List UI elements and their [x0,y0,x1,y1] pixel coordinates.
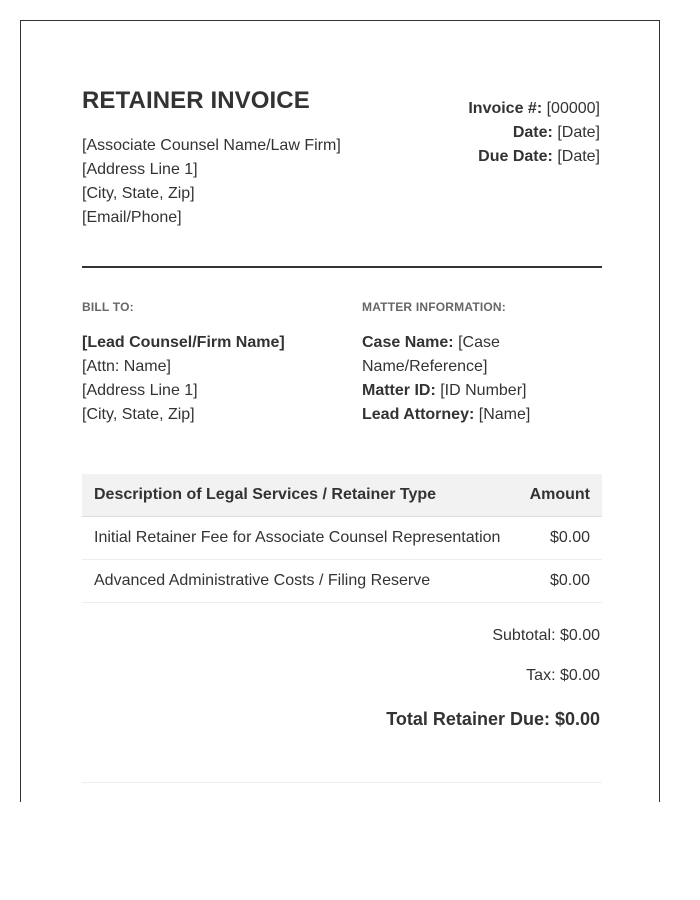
invoice-meta [468,97,600,169]
lead-attorney-label: Lead Attorney: [362,406,475,423]
bill-to-heading: BILL TO: [82,300,134,314]
row-amount: $0.00 [549,529,590,546]
sender-name: [Associate Counsel Name/Law Firm] [82,137,341,154]
sender-contact: [Email/Phone] [82,209,182,226]
case-name-line [362,331,542,379]
description-column-header: Description of Legal Services / Retainer Type [94,486,437,503]
table-row [82,560,602,603]
invoice-date-line [468,121,600,145]
client-attn: [Attn: Name] [82,358,171,375]
table-row [82,517,602,560]
case-name-label: Case Name: [362,334,454,351]
row-amount: $0.00 [549,572,590,589]
row-description: Initial Retainer Fee for Associate Counsel Representation [94,529,501,546]
subtotal: Subtotal: $0.00 [492,627,600,644]
sender-address: [Address Line 1] [82,161,198,178]
sender-city: [City, State, Zip] [82,185,195,202]
bill-to-block [82,331,285,427]
table-header-row [82,474,602,517]
services-table [82,474,602,603]
client-name: [Lead Counsel/Firm Name] [82,334,285,351]
matter-id-label: Matter ID: [362,382,436,399]
invoice-title: RETAINER INVOICE [82,87,310,114]
footer-divider [82,782,602,783]
invoice-number-label: Invoice #: [468,100,543,117]
invoice-date-value: [Date] [557,124,600,141]
lead-attorney-value: [Name] [478,406,531,423]
invoice-number-line [468,97,600,121]
client-city: [City, State, Zip] [82,406,195,423]
invoice-date-label: Date: [512,124,553,141]
tax: Tax: $0.00 [526,667,600,684]
amount-column-header: Amount [529,486,590,503]
invoice-number-value: [00000] [546,100,600,117]
total-due: Total Retainer Due: $0.00 [386,709,600,729]
sender-block [82,134,341,230]
matter-id-line [362,379,542,403]
matter-info-block [362,331,542,427]
due-date-value: [Date] [557,148,600,165]
case-name-value: [Case Name/Reference] [362,334,500,375]
due-date-label: Due Date: [478,148,553,165]
header-divider [82,266,602,268]
matter-id-value: [ID Number] [440,382,527,399]
row-description: Advanced Administrative Costs / Filing Reserve [94,572,431,589]
client-address: [Address Line 1] [82,382,198,399]
due-date-line [468,145,600,169]
lead-attorney-line [362,403,542,427]
matter-info-heading: MATTER INFORMATION: [362,300,506,314]
invoice-page [20,20,660,802]
